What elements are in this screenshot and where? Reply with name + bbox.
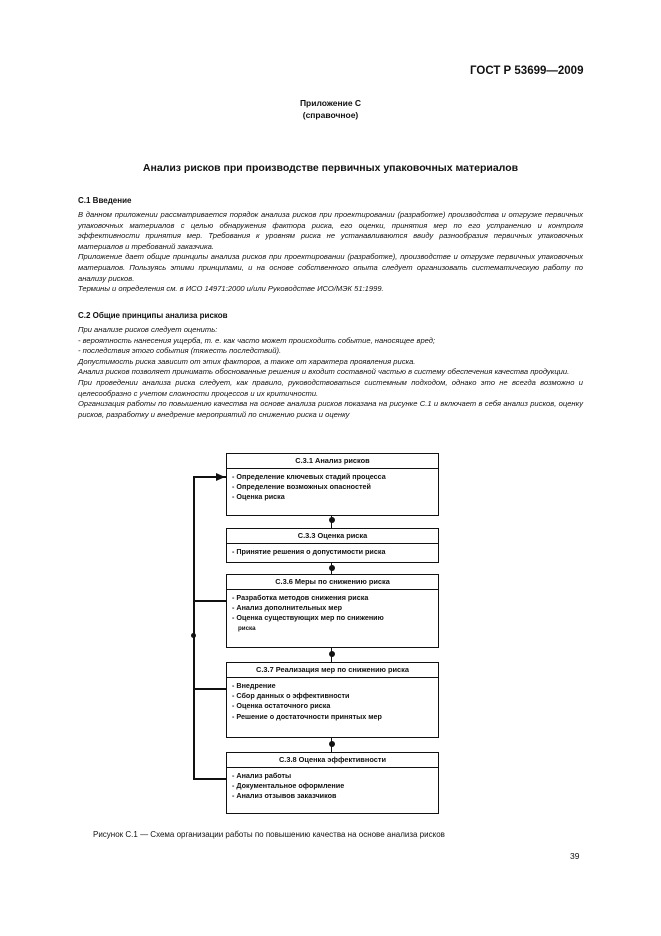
flow-box-title: С.3.1 Анализ рисков xyxy=(227,454,438,469)
section-2-title: С.2 Общие принципы анализа рисков xyxy=(78,311,228,320)
list-item: - последствия этого события (тяжесть последствий). xyxy=(78,346,282,356)
paragraph: При проведении анализа риска следует, как правило, руководствоваться системным подходом, однако это не всегда возможно и целесообразно с учетом сложности процессов и их критичности. xyxy=(78,377,583,398)
flow-box-title: С.3.7 Реализация мер по снижению риска xyxy=(227,663,438,678)
flow-box-items xyxy=(227,768,438,804)
flow-box-risk-reduction xyxy=(226,574,439,648)
flow-item: - Оценка остаточного риска xyxy=(232,701,331,711)
section-1-title: С.1 Введение xyxy=(78,196,132,205)
arrowhead-icon xyxy=(216,473,225,481)
page-heading: Анализ рисков при производстве первичных упаковочных материалов xyxy=(142,162,519,174)
page-number: 39 xyxy=(570,851,580,861)
flow-item: - Разработка методов снижения риска xyxy=(232,593,369,602)
paragraph: При анализе рисков следует оценить: xyxy=(78,325,218,334)
section-2-text xyxy=(78,325,583,420)
flow-box-implementation xyxy=(226,662,439,738)
feedback-line-mid xyxy=(193,688,226,690)
flow-item: - Определение ключевых стадий процесса xyxy=(232,472,386,481)
connector-dot xyxy=(329,565,335,571)
flow-box-title: С.3.6 Меры по снижению риска xyxy=(227,575,438,590)
appendix-title: Приложение С xyxy=(299,98,362,108)
flow-item: - Определение возможных опасностей xyxy=(232,482,371,492)
paragraph: В данном приложении рассматривается порядок анализа рисков при проектировании (разработке) производства и отгрузке первичных упаковочных материалов с целью обнаружения фактора риска, его оценки, принятия мер по его устранению и контроля эффективности принятия мер. Требования к уровням риска не устанавливаются ввиду разнообразия первичных упаковочных материалов и требований заказчика. xyxy=(78,210,583,251)
flow-item: - Внедрение xyxy=(232,681,276,690)
junction-dot xyxy=(191,633,196,638)
flow-box-effectiveness xyxy=(226,752,439,814)
paragraph: Допустимость риска зависит от этих факторов, а также от характера проявления риска. xyxy=(78,356,416,366)
flow-item: - Анализ работы xyxy=(232,771,292,780)
flow-box-risk-analysis xyxy=(226,453,439,516)
flow-box-items xyxy=(227,469,438,505)
flow-item: - Анализ отзывов заказчиков xyxy=(232,791,337,801)
feedback-line-mid xyxy=(193,600,226,602)
flow-item: - Решение о достаточности принятых мер xyxy=(232,711,382,721)
standard-number: ГОСТ Р 53699—2009 xyxy=(470,65,584,77)
flow-box-risk-evaluation xyxy=(226,528,439,563)
flow-item: - Оценка риска xyxy=(232,492,285,502)
flow-item: - Оценка существующих мер по снижению xyxy=(232,613,384,623)
list-item: - вероятность нанесения ущерба, т. е. как часто может происходить событие, наносящее вред; xyxy=(78,335,436,345)
flow-item: - Документальное оформление xyxy=(232,781,345,791)
paragraph: Приложение дает общие принципы анализа рисков при проектировании (разработке), производстве и отгрузке первичных упаковочных материалов. Пользуясь этими принципами, и на основе собственного опыта следует организовать систематическую работу по анализу рисков. xyxy=(78,252,583,283)
flow-box-title: С.3.8 Оценка эффективности xyxy=(227,753,438,768)
flow-box-items xyxy=(227,590,438,636)
feedback-line-vertical xyxy=(193,476,195,779)
flow-box-items xyxy=(227,544,438,559)
section-1-text xyxy=(78,210,583,295)
flow-box-items xyxy=(227,678,438,724)
flow-item: - Сбор данных о эффективности xyxy=(232,691,350,701)
flow-box-title: С.3.3 Оценка риска xyxy=(227,529,438,544)
appendix-note: (справочное) xyxy=(302,110,359,120)
paragraph: Организация работы по повышению качества на основе анализа рисков показана на рисунке С.1 и включает в себя анализ рисков, оценку рисков, разработку и внедрение мероприятий по снижению риска и оценку xyxy=(78,399,583,419)
connector-dot xyxy=(329,651,335,657)
connector-dot xyxy=(329,517,335,523)
flow-item: - Анализ дополнительных мер xyxy=(232,603,342,613)
figure-caption: Рисунок С.1 — Схема организации работы по повышению качества на основе анализа рисков xyxy=(93,830,445,839)
paragraph: Термины и определения см. в ИСО 14971:2000 и/или Руководстве ИСО/МЭК 51:1999. xyxy=(78,284,384,294)
feedback-line-bottom xyxy=(193,778,226,780)
connector-dot xyxy=(329,741,335,747)
flow-item-continuation: риска xyxy=(238,624,256,632)
paragraph: Анализ рисков позволяет принимать обоснованные решения и входит составной частью в систему обеспечения качества продукции. xyxy=(78,367,570,377)
flow-item: - Принятие решения о допустимости риска xyxy=(232,547,386,556)
